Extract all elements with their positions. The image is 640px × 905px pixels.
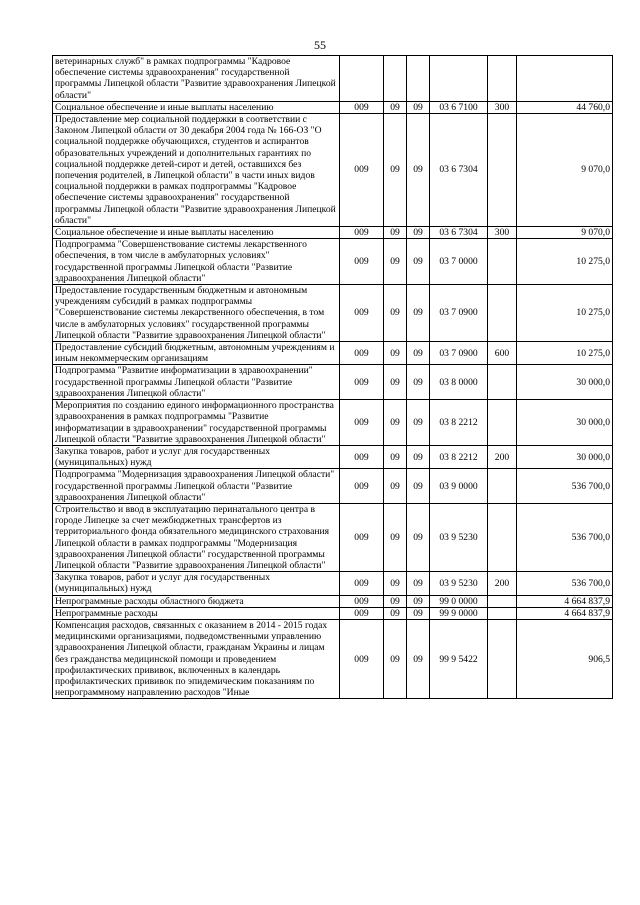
subsection-cell: 09 <box>407 365 430 400</box>
ved-cell: 009 <box>340 595 384 607</box>
ved-cell: 009 <box>340 400 384 446</box>
target-item-cell: 03 6 7304 <box>430 114 488 227</box>
expense-type-cell: 200 <box>488 445 517 468</box>
ved-cell: 009 <box>340 365 384 400</box>
sum-cell: 536 700,0 <box>517 503 613 571</box>
subsection-cell: 09 <box>407 607 430 619</box>
sum-cell: 4 664 837,9 <box>517 595 613 607</box>
section-cell: 09 <box>384 572 407 595</box>
section-cell: 09 <box>384 469 407 504</box>
expense-type-cell <box>488 469 517 504</box>
ved-cell: 009 <box>340 227 384 239</box>
row-name-cell: ветеринарных служб" в рамках подпрограммы "Кадровое обеспечение системы здравоохранения" государственной программы Липецкой области "Развитие здравоохранения Липецкой области" <box>53 56 340 102</box>
expense-type-cell <box>488 503 517 571</box>
table-row <box>53 503 613 571</box>
row-name-cell: Предоставление мер социальной поддержки в соответствии с Законом Липецкой области от 30 декабря 2004 года № 166-ОЗ "О социальной поддержке обучающихся, студентов и аспирантов образовательных учреждений и дополнительных гарантиях по социальной поддержке детей-сирот и детей, оставшихся без попечения родителей, в Липецкой области" в части иных видов социальной поддержки в рамках подпрограммы "Кадровое обеспечение системы здравоохранения" государственной программы Липецкой области "Развитие здравоохранения Липецкой области" <box>53 114 340 227</box>
subsection-cell: 09 <box>407 400 430 446</box>
sum-cell: 906,5 <box>517 619 613 698</box>
expense-type-cell <box>488 619 517 698</box>
target-item-cell: 99 9 5422 <box>430 619 488 698</box>
sum-cell: 536 700,0 <box>517 469 613 504</box>
target-item-cell: 03 6 7100 <box>430 101 488 113</box>
target-item-cell: 03 7 0900 <box>430 285 488 342</box>
section-cell: 09 <box>384 619 407 698</box>
expense-type-cell <box>488 400 517 446</box>
section-cell: 09 <box>384 227 407 239</box>
ved-cell: 009 <box>340 572 384 595</box>
target-item-cell: 03 9 0000 <box>430 469 488 504</box>
sum-cell: 10 275,0 <box>517 285 613 342</box>
table-row <box>53 227 613 239</box>
expense-type-cell <box>488 239 517 285</box>
subsection-cell: 09 <box>407 572 430 595</box>
row-name-cell: Предоставление субсидий бюджетным, автономным учреждениям и иным некоммерческим организациям <box>53 342 340 365</box>
subsection-cell: 09 <box>407 469 430 504</box>
table-row <box>53 101 613 113</box>
ved-cell: 009 <box>340 239 384 285</box>
subsection-cell: 09 <box>407 227 430 239</box>
ved-cell: 009 <box>340 607 384 619</box>
table-row <box>53 595 613 607</box>
section-cell <box>384 56 407 102</box>
ved-cell: 009 <box>340 469 384 504</box>
row-name-cell: Закупка товаров, работ и услуг для государственных (муниципальных) нужд <box>53 572 340 595</box>
table-row <box>53 114 613 227</box>
expense-type-cell <box>488 595 517 607</box>
row-name-cell: Компенсация расходов, связанных с оказанием в 2014 - 2015 годах медицинскими организациями, подведомственными управлению здравоохранения Липецкой области, гражданам Украины и лицам без гражданства медицинской помощи и проведением профилактических прививок, включенных в календарь профилактических прививок по эпидемическим показаниям по непрограммному направлению расходов "Иные <box>53 619 340 698</box>
ved-cell: 009 <box>340 114 384 227</box>
sum-cell: 9 070,0 <box>517 227 613 239</box>
sum-cell: 536 700,0 <box>517 572 613 595</box>
row-name-cell: Непрограммные расходы <box>53 607 340 619</box>
expense-type-cell: 300 <box>488 101 517 113</box>
subsection-cell: 09 <box>407 342 430 365</box>
expense-type-cell <box>488 365 517 400</box>
section-cell: 09 <box>384 607 407 619</box>
target-item-cell: 03 8 2212 <box>430 400 488 446</box>
row-name-cell: Подпрограмма "Развитие информатизации в здравоохранении" государственной программы Липецкой области "Развитие здравоохранения Липецкой области" <box>53 365 340 400</box>
table-row <box>53 469 613 504</box>
subsection-cell: 09 <box>407 239 430 285</box>
expense-type-cell <box>488 114 517 227</box>
table-row <box>53 239 613 285</box>
ved-cell: 009 <box>340 342 384 365</box>
sum-cell: 30 000,0 <box>517 445 613 468</box>
target-item-cell <box>430 56 488 102</box>
subsection-cell: 09 <box>407 619 430 698</box>
ved-cell: 009 <box>340 285 384 342</box>
row-name-cell: Социальное обеспечение и иные выплаты населению <box>53 227 340 239</box>
table-row <box>53 342 613 365</box>
section-cell: 09 <box>384 595 407 607</box>
ved-cell: 009 <box>340 503 384 571</box>
section-cell: 09 <box>384 503 407 571</box>
sum-cell <box>517 56 613 102</box>
table-row <box>53 400 613 446</box>
row-name-cell: Мероприятия по созданию единого информационного пространства здравоохранения в рамках подпрограммы "Развитие информатизации в здравоохранении" государственной программы Липецкой области "Развитие здравоохранения Липецкой области" <box>53 400 340 446</box>
sum-cell: 9 070,0 <box>517 114 613 227</box>
expense-type-cell <box>488 607 517 619</box>
table-row <box>53 445 613 468</box>
section-cell: 09 <box>384 445 407 468</box>
sum-cell: 4 664 837,9 <box>517 607 613 619</box>
ved-cell: 009 <box>340 619 384 698</box>
row-name-cell: Предоставление государственным бюджетным и автономным учреждениям субсидий в рамках подпрограммы "Совершенствование системы лекарственного обеспечения, в том числе в амбулаторных условиях" государственной программы Липецкой области "Развитие здравоохранения Липецкой области" <box>53 285 340 342</box>
sum-cell: 30 000,0 <box>517 365 613 400</box>
sum-cell: 10 275,0 <box>517 342 613 365</box>
section-cell: 09 <box>384 101 407 113</box>
section-cell: 09 <box>384 114 407 227</box>
expense-type-cell: 200 <box>488 572 517 595</box>
subsection-cell <box>407 56 430 102</box>
section-cell: 09 <box>384 365 407 400</box>
target-item-cell: 99 9 0000 <box>430 607 488 619</box>
table-row <box>53 619 613 698</box>
section-cell: 09 <box>384 400 407 446</box>
target-item-cell: 03 8 2212 <box>430 445 488 468</box>
ved-cell <box>340 56 384 102</box>
expense-type-cell <box>488 285 517 342</box>
row-name-cell: Закупка товаров, работ и услуг для государственных (муниципальных) нужд <box>53 445 340 468</box>
sum-cell: 30 000,0 <box>517 400 613 446</box>
budget-table <box>52 55 613 699</box>
table-row <box>53 365 613 400</box>
sum-cell: 10 275,0 <box>517 239 613 285</box>
section-cell: 09 <box>384 239 407 285</box>
table-row <box>53 572 613 595</box>
page-number: 55 <box>314 38 326 52</box>
expense-type-cell <box>488 56 517 102</box>
row-name-cell: Подпрограмма "Совершенствование системы лекарственного обеспечения, в том числе в амбулаторных условиях" государственной программы Липецкой области "Развитие здравоохранения Липецкой области" <box>53 239 340 285</box>
table-row <box>53 56 613 102</box>
row-name-cell: Строительство и ввод в эксплуатацию перинатального центра в городе Липецке за счет межбюджетных трансфертов из территориального фонда обязательного медицинского страхования Липецкой области в рамках подпрограммы "Модернизация здравоохранения Липецкой области" государственной программы Липецкой области "Развитие здравоохранения Липецкой области" <box>53 503 340 571</box>
subsection-cell: 09 <box>407 285 430 342</box>
target-item-cell: 03 6 7304 <box>430 227 488 239</box>
target-item-cell: 03 7 0000 <box>430 239 488 285</box>
table-row <box>53 285 613 342</box>
subsection-cell: 09 <box>407 445 430 468</box>
target-item-cell: 03 7 0900 <box>430 342 488 365</box>
target-item-cell: 99 0 0000 <box>430 595 488 607</box>
row-name-cell: Непрограммные расходы областного бюджета <box>53 595 340 607</box>
row-name-cell: Подпрограмма "Модернизация здравоохранения Липецкой области" государственной программы Липецкой области "Развитие здравоохранения Липецкой области" <box>53 469 340 504</box>
subsection-cell: 09 <box>407 595 430 607</box>
sum-cell: 44 760,0 <box>517 101 613 113</box>
subsection-cell: 09 <box>407 114 430 227</box>
expense-type-cell: 300 <box>488 227 517 239</box>
row-name-cell: Социальное обеспечение и иные выплаты населению <box>53 101 340 113</box>
subsection-cell: 09 <box>407 503 430 571</box>
ved-cell: 009 <box>340 445 384 468</box>
ved-cell: 009 <box>340 101 384 113</box>
section-cell: 09 <box>384 342 407 365</box>
table-row <box>53 607 613 619</box>
target-item-cell: 03 9 5230 <box>430 572 488 595</box>
expense-type-cell: 600 <box>488 342 517 365</box>
target-item-cell: 03 8 0000 <box>430 365 488 400</box>
target-item-cell: 03 9 5230 <box>430 503 488 571</box>
section-cell: 09 <box>384 285 407 342</box>
subsection-cell: 09 <box>407 101 430 113</box>
table-body <box>53 56 613 699</box>
